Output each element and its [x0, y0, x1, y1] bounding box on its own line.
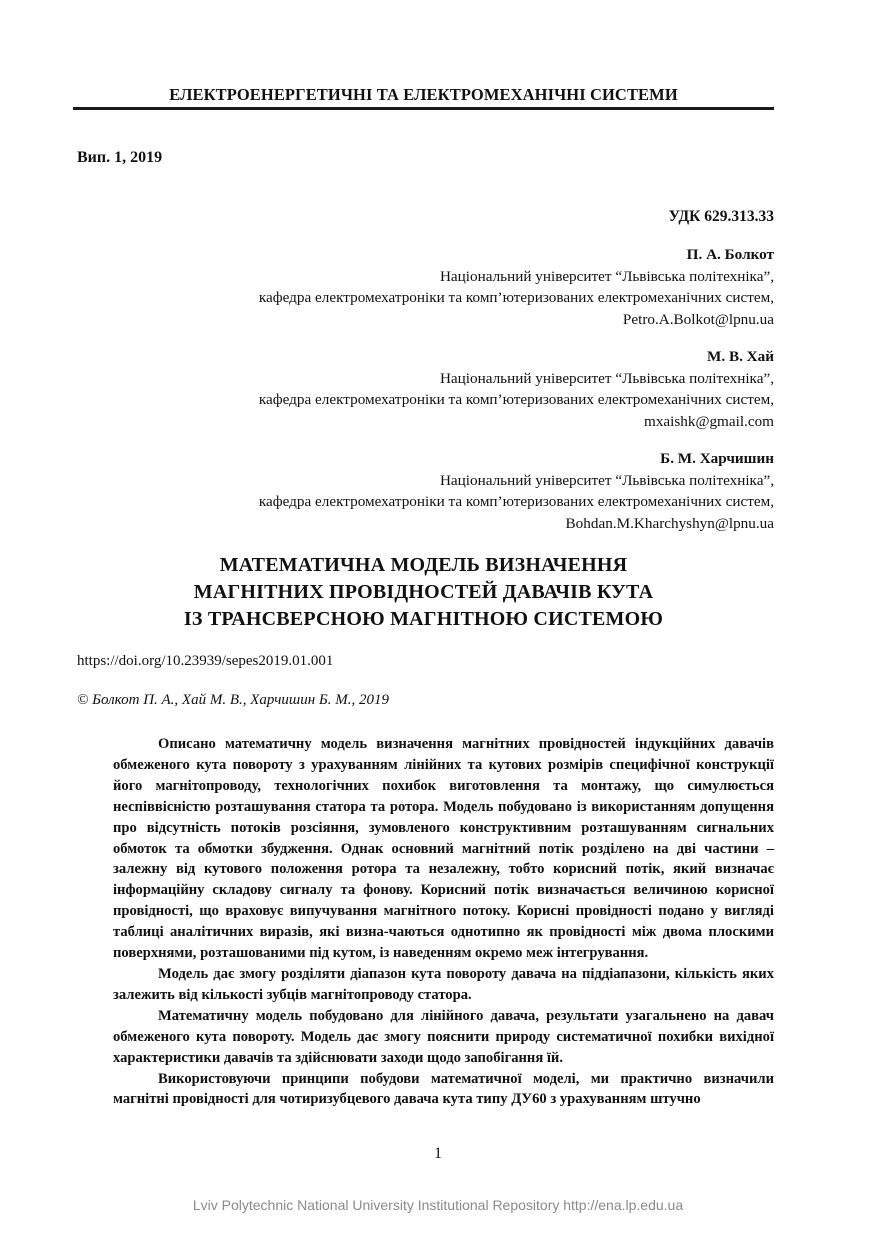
author-email[interactable]: mxaishk@gmail.com — [644, 412, 774, 430]
author-affiliation: Національний університет “Львівська політехніка”, — [439, 471, 774, 489]
author-affiliation: Національний університет “Львівська політехніка”, — [439, 369, 774, 387]
author-name: М. В. Хай — [707, 348, 774, 365]
journal-title: ЕЛЕКТРОЕНЕРГЕТИЧНІ ТА ЕЛЕКТРОМЕХАНІЧНІ СИСТЕМИ — [169, 85, 678, 104]
author-affiliation: Національний університет “Львівська політехніка”, — [439, 267, 774, 285]
abstract-paragraph: Використовуючи принципи побудови математичної моделі, ми практично визначили магнітні провідності для чотиризубцевого давача кута типу ДУ60 з урахуванням штучно — [113, 1070, 774, 1108]
title-line: ІЗ ТРАНСВЕРСНОЮ МАГНІТНОЮ СИСТЕМОЮ — [183, 608, 664, 630]
author-block — [259, 448, 774, 534]
author-block — [259, 244, 774, 330]
title-line: МАГНІТНИХ ПРОВІДНОСТЕЙ ДАВАЧІВ КУТА — [193, 581, 654, 603]
author-department: кафедра електромехатроніки та комп’ютеризованих електромеханічних систем, — [258, 391, 774, 408]
author-name: П. А. Болкот — [686, 246, 774, 263]
title-line: МАТЕМАТИЧНА МОДЕЛЬ ВИЗНАЧЕННЯ — [219, 554, 628, 576]
abstract-paragraph: Описано математичну модель визначення магнітних провідностей індукційних давачів обмеженого кута повороту з урахуванням лінійних та кутових розмірів специфічної конструкції його магнітопроводу, технологічних похибок виготовлення та монтажу, що симулюється неспіввісністю розташування статора та ротора. Модель побудовано із використанням допущення про відсутність потоків розсіяння, зумовленого конструктивним розташуванням сигнальних обмоток та обмотки збудження. Однак основний магнітний потік розділено на дві частини – залежну від кутового положення ротора та незалежну, тобто корисний потік, який визначає інформаційну складову сигналу та фонову. Корисний потік визначається величиною корисної провідності, що враховує випучування магнітного потоку. Корисні провідності подано у вигляді таблиці аналітичних виразів, які визна-чаються однотипно як провідності між двома плоскими поверхнями, розташованими під кутом, із наведенням окремо меж інтегрування. — [113, 736, 774, 962]
copyright-line: © Болкот П. А., Хай М. В., Харчишин Б. М., 2019 — [77, 692, 389, 708]
doi-link[interactable]: https://doi.org/10.23939/sepes2019.01.001 — [77, 653, 334, 669]
page-number: 1 — [434, 1145, 442, 1162]
issue-label: Вип. 1, 2019 — [77, 149, 163, 166]
author-name: Б. М. Харчишин — [660, 450, 774, 467]
header-rule — [73, 107, 774, 110]
abstract-paragraph: Модель дає змогу розділяти діапазон кута повороту давача на піддіапазони, кількість яких залежить від кількості зубців магнітопроводу статора. — [113, 965, 774, 1003]
author-email[interactable]: Petro.A.Bolkot@lpnu.ua — [622, 310, 774, 328]
abstract — [113, 734, 774, 1110]
author-block — [259, 346, 774, 432]
author-department: кафедра електромехатроніки та комп’ютеризованих електромеханічних систем, — [258, 493, 774, 510]
abstract-paragraph: Математичну модель побудовано для лінійного давача, результати узагальнено на давач обмеженого кута повороту. Модель дає змогу пояснити природу систематичної похибки вихідної характеристики давачів та здійснювати заходи щодо запобігання їй. — [113, 1007, 774, 1066]
author-email[interactable]: Bohdan.M.Kharchyshyn@lpnu.ua — [565, 514, 774, 532]
author-department: кафедра електромехатроніки та комп’ютеризованих електромеханічних систем, — [258, 289, 774, 306]
paper-title — [73, 552, 774, 633]
udc-code: УДК 629.313.33 — [668, 208, 774, 225]
repository-footer: Lviv Polytechnic National University Institutional Repository http://ena.lp.edu.ua — [192, 1197, 684, 1213]
